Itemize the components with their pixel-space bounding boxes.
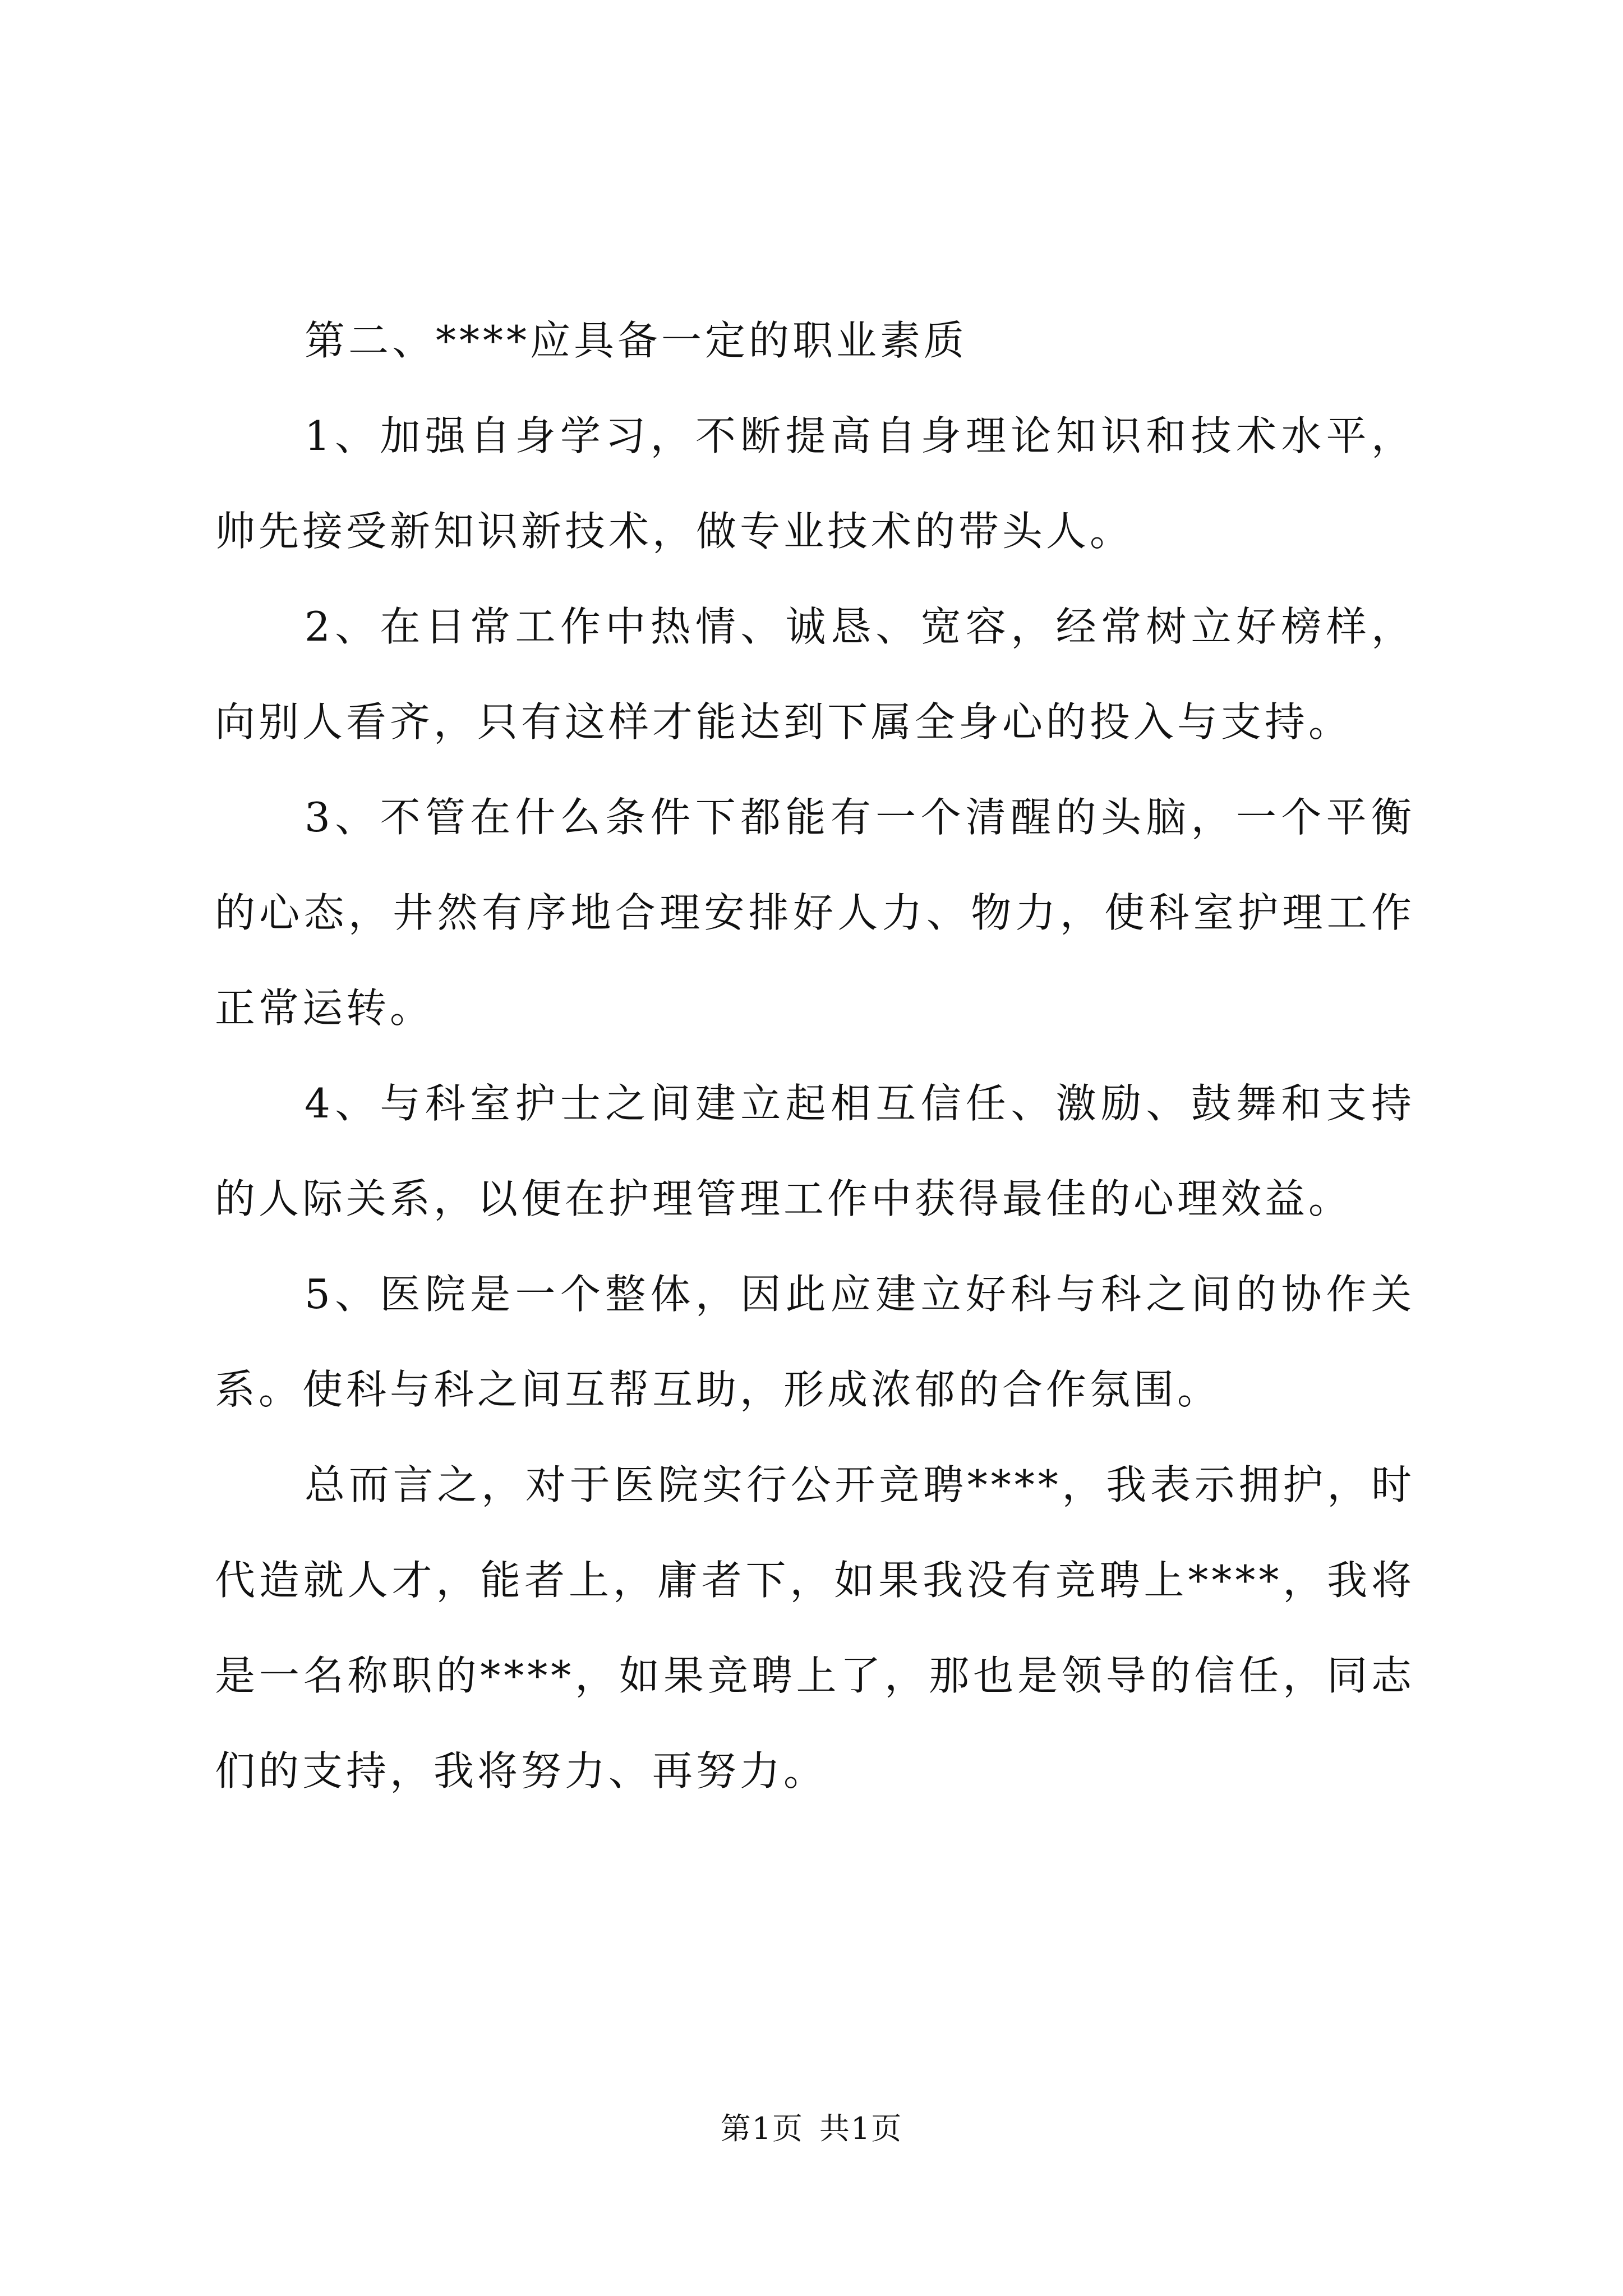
page-number-total: 共1页 — [819, 2111, 903, 2146]
page-number-current: 第1页 — [720, 2111, 804, 2146]
page-footer — [0, 2106, 1623, 2151]
paragraph-item-2: 2、在日常工作中热情、诚恳、宽容，经常树立好榜样，向别人看齐，只有这样才能达到下属全身心的投入与支持。 — [215, 603, 1415, 746]
section-heading: 第二、****应具备一定的职业素质 — [305, 317, 968, 364]
paragraph-conclusion: 总而言之，对于医院实行公开竞聘****，我表示拥护，时代造就人才，能者上，庸者下，如果我没有竞聘上****，我将是一名称职的****，如果竞聘上了，那也是领导的信任，同志们的支持，我将努力、再努力。 — [215, 1461, 1415, 1795]
paragraph-item-1: 1、加强自身学习，不断提高自身理论知识和技术水平，帅先接受新知识新技术，做专业技术的带头人。 — [215, 412, 1415, 555]
paragraph-item-5: 5、医院是一个整体，因此应建立好科与科之间的协作关系。使科与科之间互帮互助，形成浓郁的合作氛围。 — [215, 1271, 1415, 1413]
document-body — [215, 293, 1415, 1819]
paragraph-item-4: 4、与科室护士之间建立起相互信任、激励、鼓舞和支持的人际关系，以便在护理管理工作中获得最佳的心理效益。 — [215, 1080, 1415, 1222]
paragraph-item-3: 3、不管在什么条件下都能有一个清醒的头脑，一个平衡的心态，井然有序地合理安排好人力、物力，使科室护理工作正常运转。 — [215, 794, 1415, 1032]
